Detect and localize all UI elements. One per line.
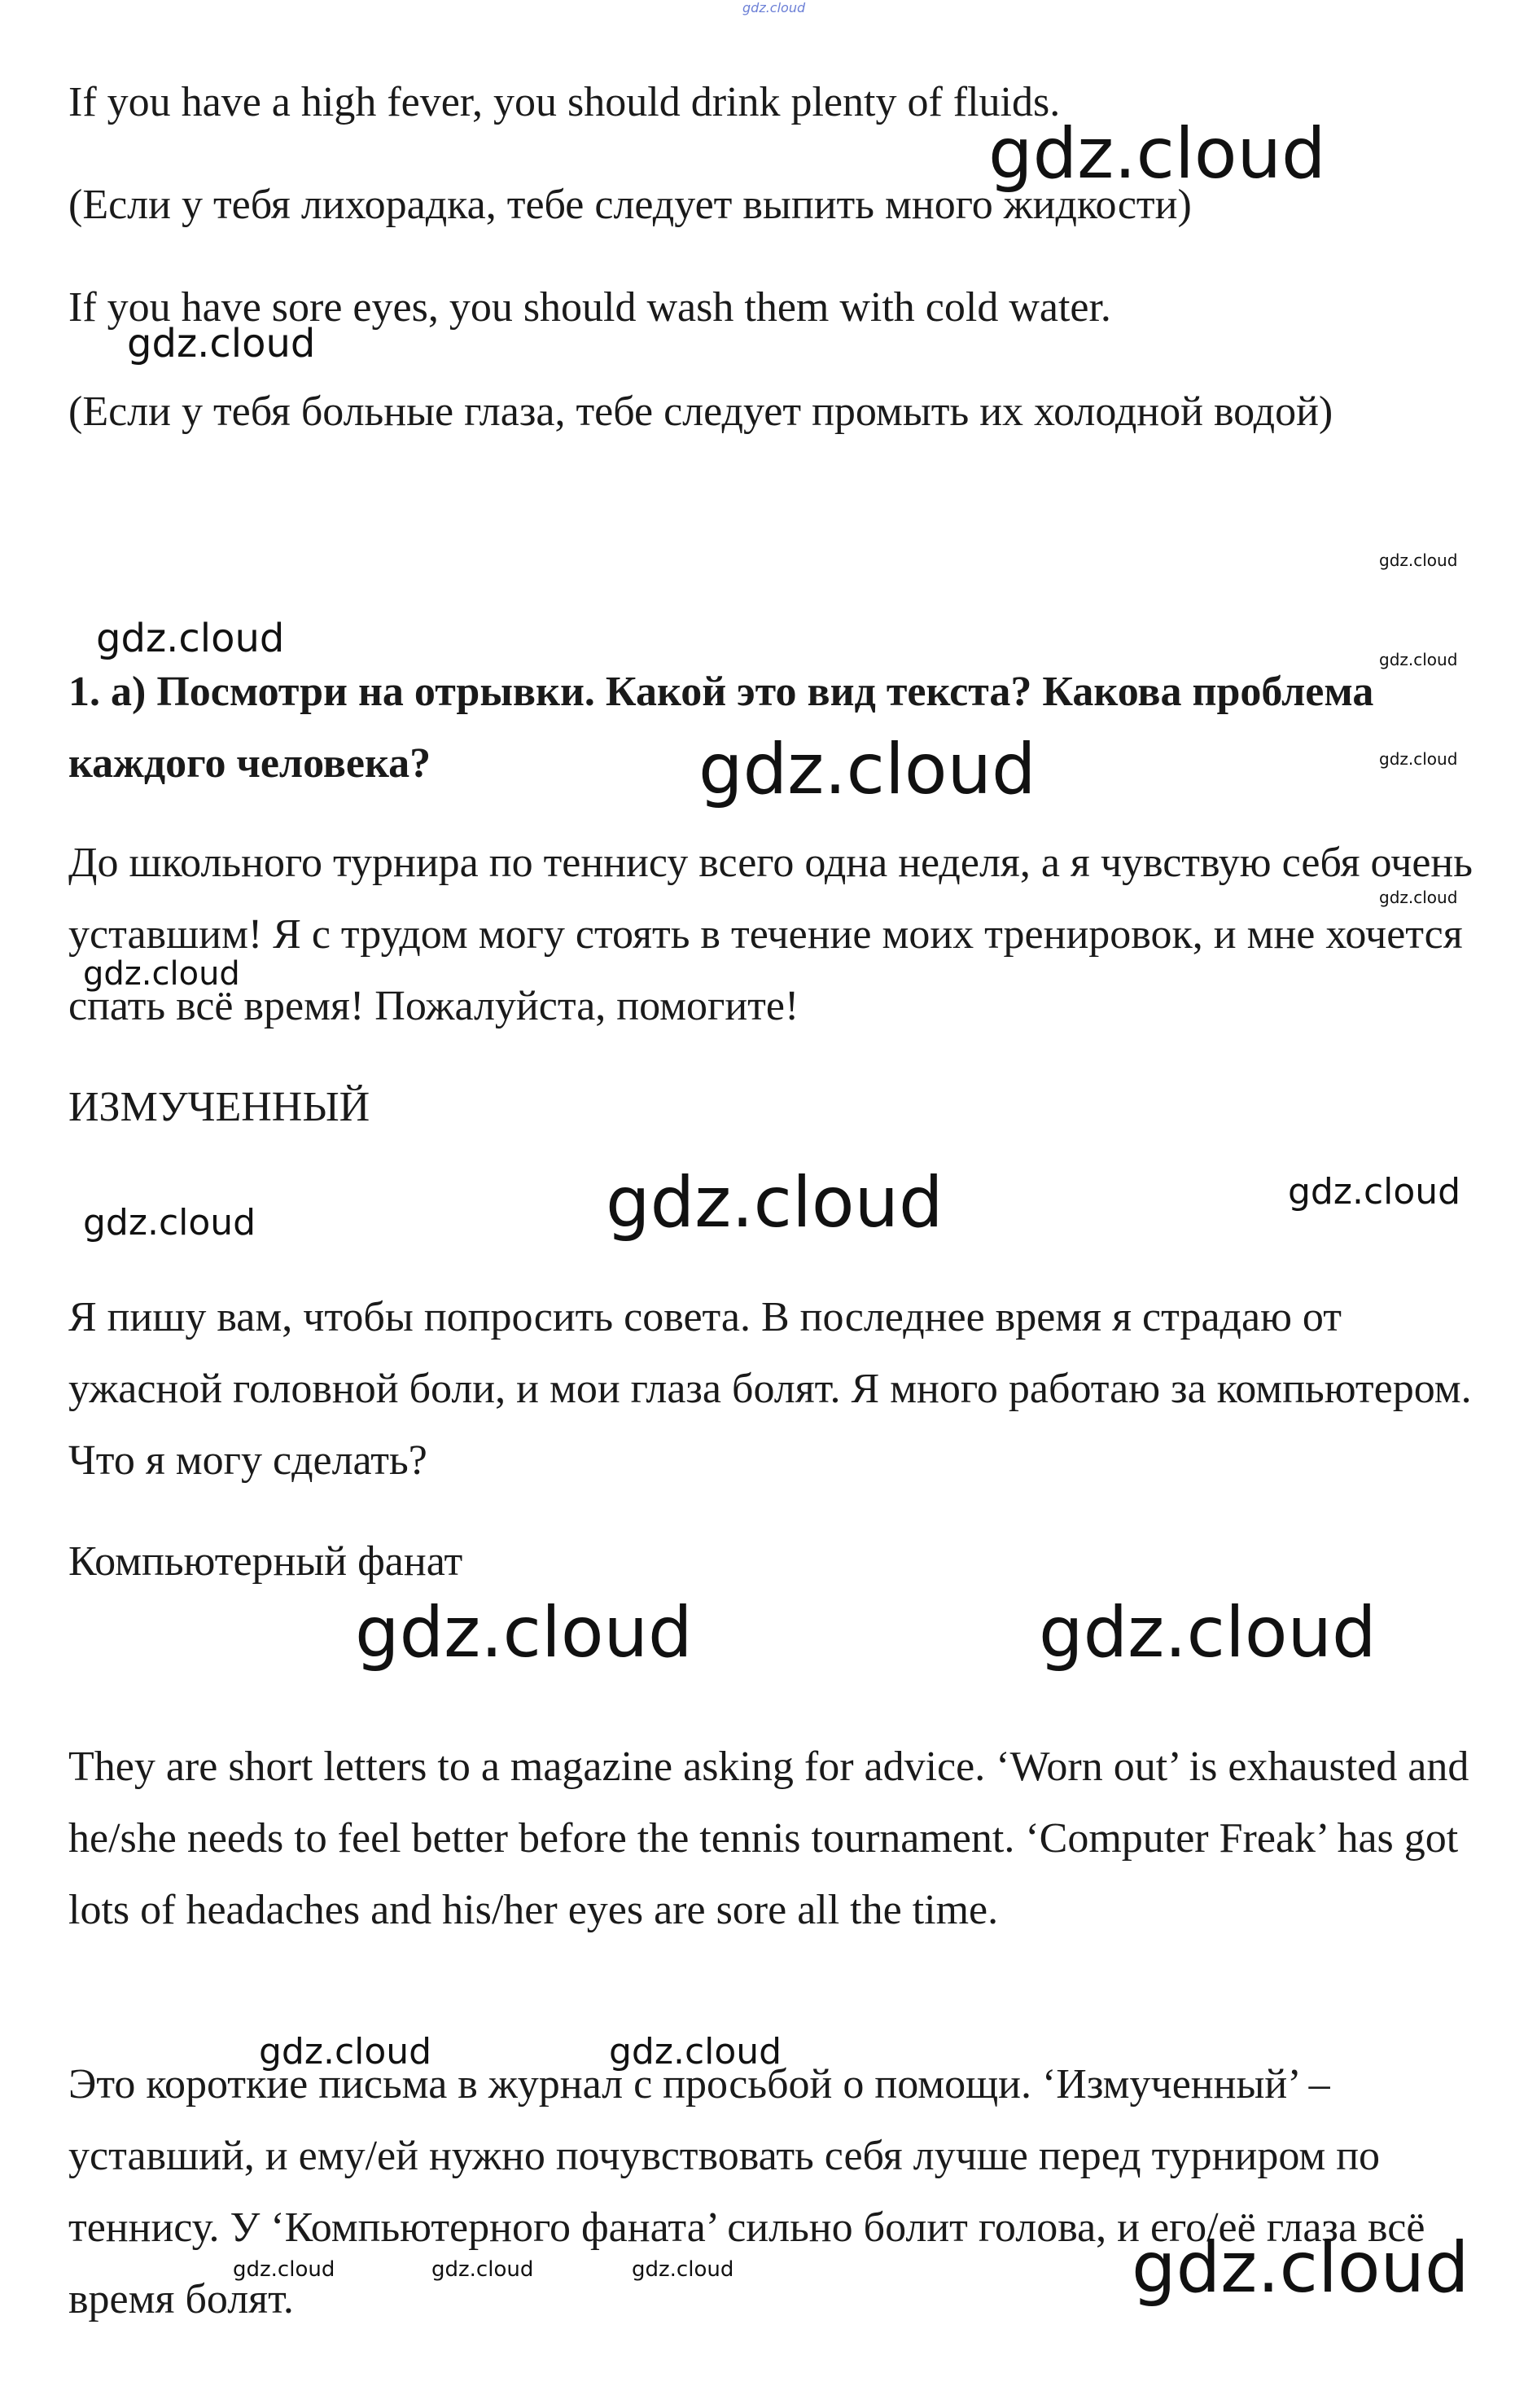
watermark: gdz.cloud (83, 955, 240, 993)
watermark: gdz.cloud (1379, 749, 1458, 769)
paragraph-fever-en: If you have a high fever, you should drink plenty of fluids. (68, 79, 1061, 125)
answer-ru: Это короткие письма в журнал с просьбой о помощи. ‘Измученный’ – уставший, и ему/ей нужно почувствовать себя лучше перед турниром по теннису. У ‘Компьютерного фаната’ сильно болит голова, и его/её глаза всё время болят. (68, 2061, 1425, 2322)
watermark: gdz.cloud (1379, 550, 1458, 570)
letter-computer-freak-ru: Я пишу вам, чтобы попросить совета. В последнее время я страдаю от ужасной головной боли, и мои глаза болят. Я много работаю за компьютером. Что я могу сделать? (68, 1294, 1472, 1484)
watermark: gdz.cloud (1039, 1592, 1377, 1673)
answer-en: They are short letters to a magazine asking for advice. ‘Worn out’ is exhausted and he/she needs to feel better before the tennis tournament. ‘Computer Freak’ has got lots of headaches and his/her eyes are sore all the time. (68, 1743, 1469, 1933)
watermark: gdz.cloud (96, 616, 285, 661)
watermark: gdz.cloud (259, 2031, 432, 2072)
paragraph-fever-ru: (Если у тебя лихорадка, тебе следует выпить много жидкости) (68, 182, 1192, 228)
signature-computer-freak: Компьютерный фанат (68, 1538, 463, 1585)
watermark: gdz.cloud (127, 321, 316, 366)
watermark: gdz.cloud (606, 1162, 944, 1243)
watermark: gdz.cloud (83, 1202, 256, 1243)
watermark: gdz.cloud (1288, 1171, 1461, 1213)
watermark: gdz.cloud (1379, 888, 1458, 907)
watermark: gdz.cloud (988, 113, 1326, 195)
paragraph-eyes-ru: (Если у тебя больные глаза, тебе следует промыть их холодной водой) (68, 388, 1333, 435)
watermark: gdz.cloud (632, 2257, 734, 2282)
watermark: gdz.cloud (431, 2257, 534, 2282)
exercise-heading: 1. a) Посмотри на отрывки. Какой это вид текста? Какова проблема каждого человека? (68, 669, 1374, 787)
watermark-top: gdz.cloud (742, 0, 806, 15)
watermark: gdz.cloud (698, 729, 1036, 810)
signature-worn-out: ИЗМУЧЕННЫЙ (68, 1084, 370, 1130)
paragraph-eyes-en: If you have sore eyes, you should wash them with cold water. (68, 284, 1111, 331)
letter-worn-out-ru: До школьного турнира по теннису всего одна неделя, а я чувствую себя очень уставшим! Я с трудом могу стоять в течение моих тренировок, и мне хочется спать всё время! Пожалуйста, помогите! (68, 840, 1473, 1029)
watermark: gdz.cloud (1379, 650, 1458, 669)
watermark: gdz.cloud (1132, 2227, 1469, 2309)
watermark: gdz.cloud (609, 2031, 782, 2072)
watermark: gdz.cloud (355, 1592, 693, 1673)
watermark: gdz.cloud (233, 2257, 335, 2282)
